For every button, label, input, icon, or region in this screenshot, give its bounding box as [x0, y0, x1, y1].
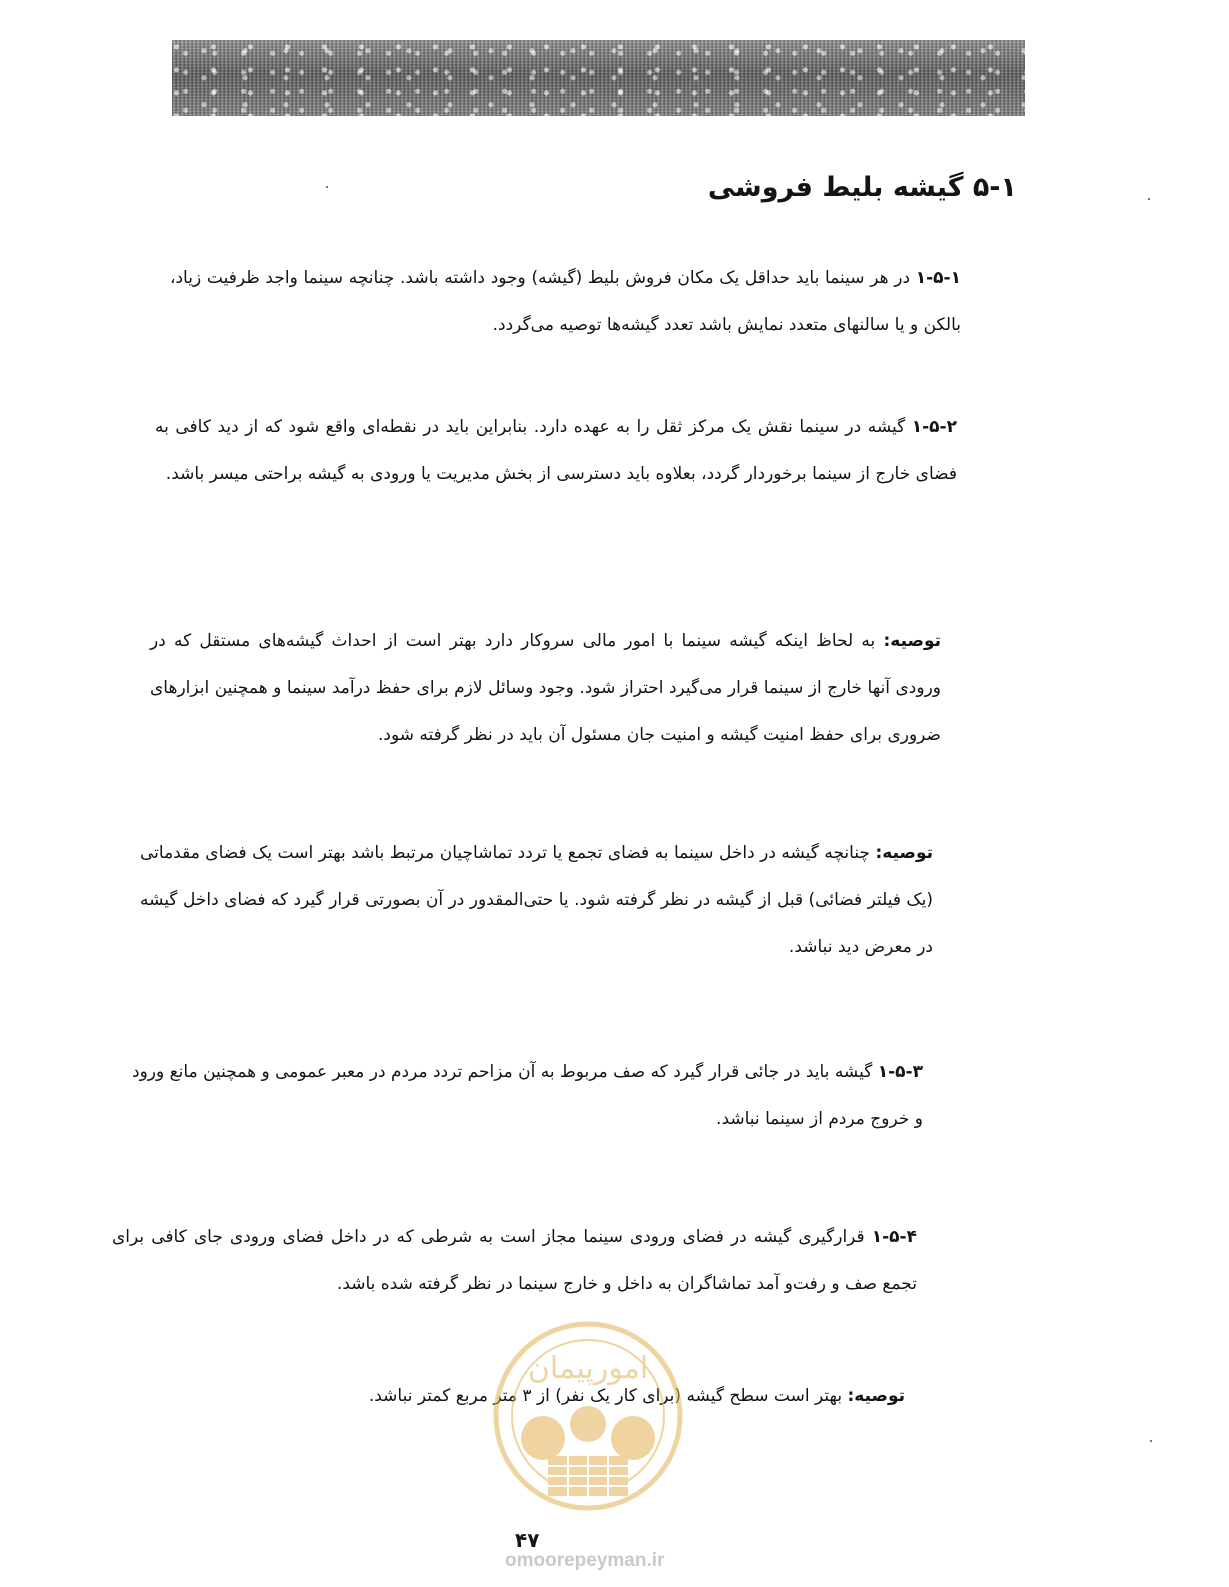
paragraph-text: به لحاظ اینکه گیشه سینما با امور مالی سروکار دارد بهتر است از احداث گیشه‌های مستقل که در ورودی آنها خارج از سینما قرار می‌گیرد احتراز شود. وجود وسائل لازم برای حفظ درآمد سینما و همچنین ابزارهای ضروری برای حفظ امنیت گیشه و امنیت جان مسئول آن باید در نظر گرفته شود.: [150, 631, 941, 745]
scan-speck: [1150, 1440, 1152, 1442]
recommendation-label: توصیه:: [847, 1386, 905, 1406]
scan-speck: [1148, 198, 1150, 200]
paragraph-text: چنانچه گیشه در داخل سینما به فضای تجمع یا تردد تماشاچیان مرتبط باشد بهتر است یک فضای مقدماتی (یک فیلتر فضائی) قبل از گیشه در نظر گرفته شود. یا حتی‌المقدور در آن بصورتی قرار گیرد که فضای داخل گیشه در معرض دید نباشد.: [140, 843, 933, 957]
paragraph-1-5-3: [132, 1049, 923, 1143]
page-number: ۴۷: [515, 1528, 540, 1552]
header-band-image: [172, 40, 1025, 116]
paragraph-text: بهتر است سطح گیشه (برای کار یک نفر) از ۳ متر مربع کمتر نباشد.: [368, 1386, 848, 1406]
recommendation-label: توصیه:: [883, 631, 941, 651]
section-title: ۵-۱ گیشه بلیط فروشی: [707, 172, 1017, 203]
clause-number: ۱-۵-۲: [911, 417, 957, 437]
watermark-logo-icon: [488, 1316, 688, 1516]
recommendation-label: توصیه:: [875, 843, 933, 863]
clause-number: ۱-۵-۱: [915, 268, 961, 288]
clause-number: ۱-۵-۴: [871, 1227, 917, 1247]
paragraph-text: قرارگیری گیشه در فضای ورودی سینما مجاز است به شرطی که در داخل فضای ورودی جای کافی برای تجمع صف و رفت‌و آمد تماشاگران به داخل و خارج سینما در نظر گرفته شده باشد.: [112, 1227, 917, 1294]
paragraph-1-5-4: [112, 1214, 917, 1308]
recommendation-1: [150, 618, 941, 759]
site-url: omoorepeyman.ir: [505, 1550, 665, 1571]
scan-speck: [326, 186, 328, 188]
watermark-text: امورپیمان: [527, 1351, 649, 1386]
paragraph-text: گیشه در سینما نقش یک مرکز ثقل را به عهده دارد. بنابراین باید در نقطه‌ای واقع شود که از دید کافی به فضای خارج از سینما برخوردار گردد، بعلاوه باید دسترسی از بخش مدیریت یا ورودی به گیشه براحتی میسر باشد.: [155, 417, 957, 484]
paragraph-text: در هر سینما باید حداقل یک مکان فروش بلیط (گیشه) وجود داشته باشد. چنانچه سینما واجد ظرفیت زیاد، بالکن و یا سالنهای متعدد نمایش باشد تعدد گیشه‌ها توصیه می‌گردد.: [170, 268, 961, 335]
clause-number: ۱-۵-۳: [877, 1062, 923, 1082]
recommendation-2: [140, 830, 933, 971]
paragraph-text: گیشه باید در جائی قرار گیرد که صف مربوط به آن مزاحم تردد مردم در معبر عمومی و همچنین مانع ورود و خروج مردم از سینما نباشد.: [132, 1062, 923, 1129]
paragraph-1-5-2: [155, 404, 957, 498]
paragraph-1-5-1: [170, 255, 961, 349]
